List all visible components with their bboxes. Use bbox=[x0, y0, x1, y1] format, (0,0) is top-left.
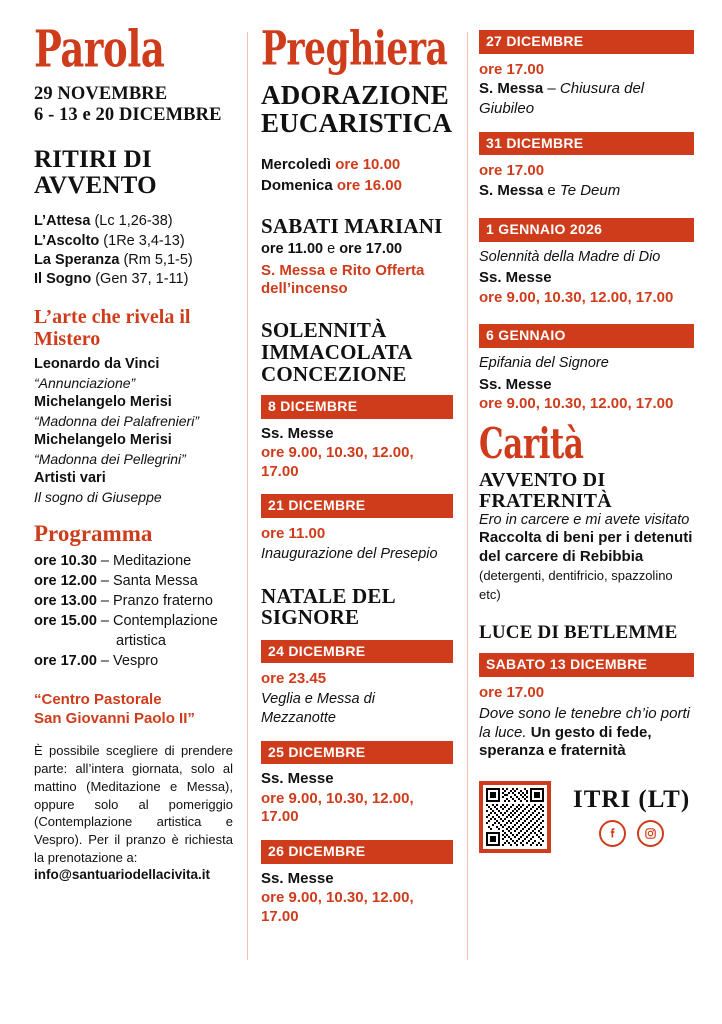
instagram-icon[interactable] bbox=[637, 820, 664, 847]
heading-sabati-mariani: SABATI MARIANI bbox=[261, 214, 443, 239]
venue-name bbox=[34, 691, 233, 729]
programma-label: Vespro bbox=[113, 652, 159, 669]
column-preghiera bbox=[247, 20, 467, 1006]
section-title-parola: Parola bbox=[34, 20, 165, 80]
event-date-banner: 31 DICEMBRE bbox=[479, 132, 694, 156]
sabati-time-b: ore 17.00 bbox=[339, 240, 403, 257]
event-description: Veglia e Messa di Mezzanotte bbox=[261, 691, 375, 726]
event-times: ore 9.00, 10.30, 12.00, 17.00 bbox=[261, 789, 414, 826]
schedule-row bbox=[261, 175, 453, 196]
event-date-banner: 21 DICEMBRE bbox=[261, 494, 453, 518]
event-hour: ore 17.00 bbox=[479, 60, 545, 78]
event-messe-label: Ss. Messe bbox=[261, 770, 334, 788]
event-detail: Chiusura del Giubileo bbox=[479, 80, 645, 118]
event-times: ore 9.00, 10.30, 12.00, 17.00 bbox=[261, 888, 414, 925]
venue-line-2: San Giovanni Paolo II” bbox=[34, 709, 195, 727]
artwork-title: “Madonna dei Palafrenieri” bbox=[34, 413, 199, 430]
event-sep: e bbox=[543, 182, 560, 200]
theme-name: L’Attesa bbox=[34, 213, 91, 230]
theme-ref: (1Re 3,4-13) bbox=[103, 232, 185, 249]
programma-item bbox=[34, 551, 233, 571]
raccolta-items: (detergenti, dentifricio, spazzolino etc) bbox=[479, 567, 673, 602]
event-messe-label: Ss. Messe bbox=[479, 269, 552, 287]
qr-code[interactable] bbox=[479, 781, 551, 853]
event-messe-label: Ss. Messe bbox=[261, 424, 334, 442]
heading-solennita-immacolata: SOLENNITÀ IMMACOLATA CONCEZIONE bbox=[261, 318, 412, 386]
location-label: ITRI (LT) bbox=[573, 786, 691, 814]
event-date-banner: SABATO 13 DICEMBRE bbox=[479, 653, 694, 677]
theme-ref: (Lc 1,26-38) bbox=[94, 213, 173, 230]
raccolta-main: Raccolta di beni per i detenuti del carcere di Rebibbia bbox=[479, 529, 693, 566]
event-date-banner: 26 DICEMBRE bbox=[261, 840, 453, 864]
event-times: ore 9.00, 10.30, 12.00, 17.00 bbox=[479, 395, 674, 413]
artist-name: Artisti vari bbox=[34, 470, 106, 487]
heading-ritiri-avvento: RITIRI DI AVVENTO bbox=[34, 145, 157, 199]
sabato-description bbox=[479, 705, 694, 762]
event-date-banner: 8 DICEMBRE bbox=[261, 395, 453, 419]
column-divider bbox=[247, 32, 248, 960]
avvento-quote: Ero in carcere e mi avete visitato bbox=[479, 512, 690, 529]
programma-time: ore 17.00 bbox=[34, 652, 97, 669]
programma-item bbox=[34, 571, 233, 591]
event-hour: ore 17.00 bbox=[479, 683, 545, 701]
event-description: Solennità della Madre di Dio bbox=[479, 248, 661, 265]
venue-line-1: “Centro Pastorale bbox=[34, 690, 162, 708]
programma-item bbox=[34, 651, 233, 671]
column-parola bbox=[34, 20, 247, 1006]
programma-sep: – bbox=[96, 612, 114, 629]
event-sep: – bbox=[543, 80, 560, 98]
event-messe-label: Ss. Messe bbox=[261, 869, 334, 887]
footer-info bbox=[573, 787, 690, 847]
programma-list bbox=[34, 551, 233, 671]
event-hour: ore 11.00 bbox=[261, 524, 326, 542]
programma-time: ore 10.30 bbox=[34, 552, 97, 569]
event-description bbox=[479, 181, 694, 201]
heading-avvento-fraternita: AVVENTO DI FRATERNITÀ bbox=[479, 469, 612, 512]
event-detail: Te Deum bbox=[559, 182, 621, 200]
programma-label: Meditazione bbox=[113, 552, 192, 569]
contact-email[interactable]: info@santuariodellacivita.it bbox=[34, 866, 210, 882]
event-date-banner: 25 DICEMBRE bbox=[261, 741, 453, 765]
programma-time: ore 13.00 bbox=[34, 592, 97, 609]
social-links bbox=[573, 820, 690, 847]
programma-item bbox=[34, 591, 233, 611]
event-block bbox=[479, 653, 694, 761]
event-description: Epifania del Signore bbox=[479, 354, 609, 371]
programma-sep: – bbox=[96, 572, 114, 589]
heading-adorazione-eucaristica: ADORAZIONE EUCARISTICA bbox=[261, 80, 453, 138]
facebook-icon[interactable] bbox=[599, 820, 626, 847]
programma-sep: – bbox=[96, 552, 114, 569]
event-description bbox=[479, 79, 694, 119]
event-date-banner: 6 GENNAIO bbox=[479, 324, 694, 348]
parola-dates bbox=[34, 84, 233, 127]
event-times: ore 9.00, 10.30, 12.00, 17.00 bbox=[261, 443, 414, 480]
column-carita bbox=[467, 30, 694, 1006]
artist-name: Michelangelo Merisi bbox=[34, 432, 172, 449]
sabati-rite: S. Messa e Rito Offerta dell’incenso bbox=[261, 261, 425, 297]
parola-date-line-1: 29 NOVEMBRE bbox=[34, 83, 168, 104]
event-block bbox=[479, 324, 694, 413]
event-block bbox=[479, 132, 694, 201]
programma-time: ore 15.00 bbox=[34, 612, 97, 629]
theme-name: L’Ascolto bbox=[34, 232, 100, 249]
theme-ref: (Gen 37, 1-11) bbox=[95, 271, 189, 288]
schedule-row bbox=[261, 154, 453, 175]
section-title-preghiera: Preghiera bbox=[261, 20, 448, 77]
raccolta-text bbox=[479, 529, 694, 605]
programma-time: ore 12.00 bbox=[34, 572, 97, 589]
event-mass-label: S. Messa bbox=[479, 182, 544, 200]
artworks-list bbox=[34, 355, 233, 506]
event-mass-label: S. Messa bbox=[479, 80, 544, 98]
programma-sep: – bbox=[96, 652, 114, 669]
footer bbox=[479, 781, 694, 853]
event-date-banner: 27 DICEMBRE bbox=[479, 30, 694, 54]
sabato-quote: Dove sono le tenebre ch’io porti la luce. bbox=[479, 704, 690, 741]
sabati-conj: e bbox=[323, 240, 340, 257]
participation-note: È possibile scegliere di prendere parte: all’intera giornata, solo al mattino (Meditazione e Messa), oppure solo al pomeriggio (Contemplazione artistica e Vespro). Per il pranzo è richiesta la prenotazione a: bbox=[34, 743, 233, 866]
artist-name: Leonardo da Vinci bbox=[34, 356, 160, 373]
theme-name: La Speranza bbox=[34, 251, 120, 268]
list-item bbox=[34, 212, 233, 231]
event-block bbox=[261, 395, 453, 481]
event-times: ore 9.00, 10.30, 12.00, 17.00 bbox=[479, 288, 674, 306]
heading-natale-del-signore: NATALE DEL SIGNORE bbox=[261, 583, 395, 630]
event-block bbox=[261, 741, 453, 827]
event-messe-label: Ss. Messe bbox=[479, 375, 552, 393]
artwork-title: “Madonna dei Pellegrini” bbox=[34, 451, 186, 468]
heading-programma: Programma bbox=[34, 520, 153, 546]
heading-luce-betlemme: LUCE DI BETLEMME bbox=[479, 621, 678, 643]
schedule-day: Domenica bbox=[261, 176, 333, 194]
programma-item-continuation: artistica bbox=[116, 632, 166, 649]
programma-label: Pranzo fraterno bbox=[113, 592, 213, 609]
theme-name: Il Sogno bbox=[34, 271, 92, 288]
event-block bbox=[261, 494, 453, 563]
adorazione-schedule bbox=[261, 154, 453, 197]
list-item bbox=[34, 270, 233, 289]
list-item bbox=[34, 232, 233, 251]
heading-arte-mistero: L’arte che rivela il Mistero bbox=[34, 306, 191, 351]
event-block bbox=[261, 640, 453, 728]
programma-label: Contemplazione bbox=[113, 612, 218, 629]
list-item bbox=[34, 251, 233, 270]
schedule-time: ore 16.00 bbox=[336, 176, 402, 194]
themes-list bbox=[34, 212, 233, 289]
event-block bbox=[479, 218, 694, 307]
schedule-time: ore 10.00 bbox=[335, 155, 401, 173]
theme-ref: (Rm 5,1-5) bbox=[123, 251, 193, 268]
schedule-day: Mercoledì bbox=[261, 155, 332, 173]
sabati-time-a: ore 11.00 bbox=[261, 240, 324, 257]
artwork-title: Il sogno di Giuseppe bbox=[34, 489, 162, 506]
sabati-times bbox=[261, 240, 453, 259]
programma-item bbox=[34, 611, 233, 631]
event-description: Inaugurazione del Presepio bbox=[261, 545, 438, 562]
programma-sep: – bbox=[96, 592, 114, 609]
parola-date-line-2: 6 - 13 e 20 DICEMBRE bbox=[34, 105, 222, 126]
event-hour: ore 23.45 bbox=[261, 670, 327, 688]
event-date-banner: 1 GENNAIO 2026 bbox=[479, 218, 694, 242]
event-date-banner: 24 DICEMBRE bbox=[261, 640, 453, 664]
programma-label: Santa Messa bbox=[113, 572, 198, 589]
artwork-title: “Annunciazione” bbox=[34, 375, 136, 392]
event-block bbox=[479, 30, 694, 119]
sabato-emphasis: Un gesto di fede, speranza e fraternità bbox=[479, 723, 652, 760]
artist-name: Michelangelo Merisi bbox=[34, 394, 172, 411]
event-hour: ore 17.00 bbox=[479, 162, 545, 180]
column-divider bbox=[467, 32, 468, 960]
section-title-carita: Carità bbox=[479, 419, 584, 469]
event-block bbox=[261, 840, 453, 926]
